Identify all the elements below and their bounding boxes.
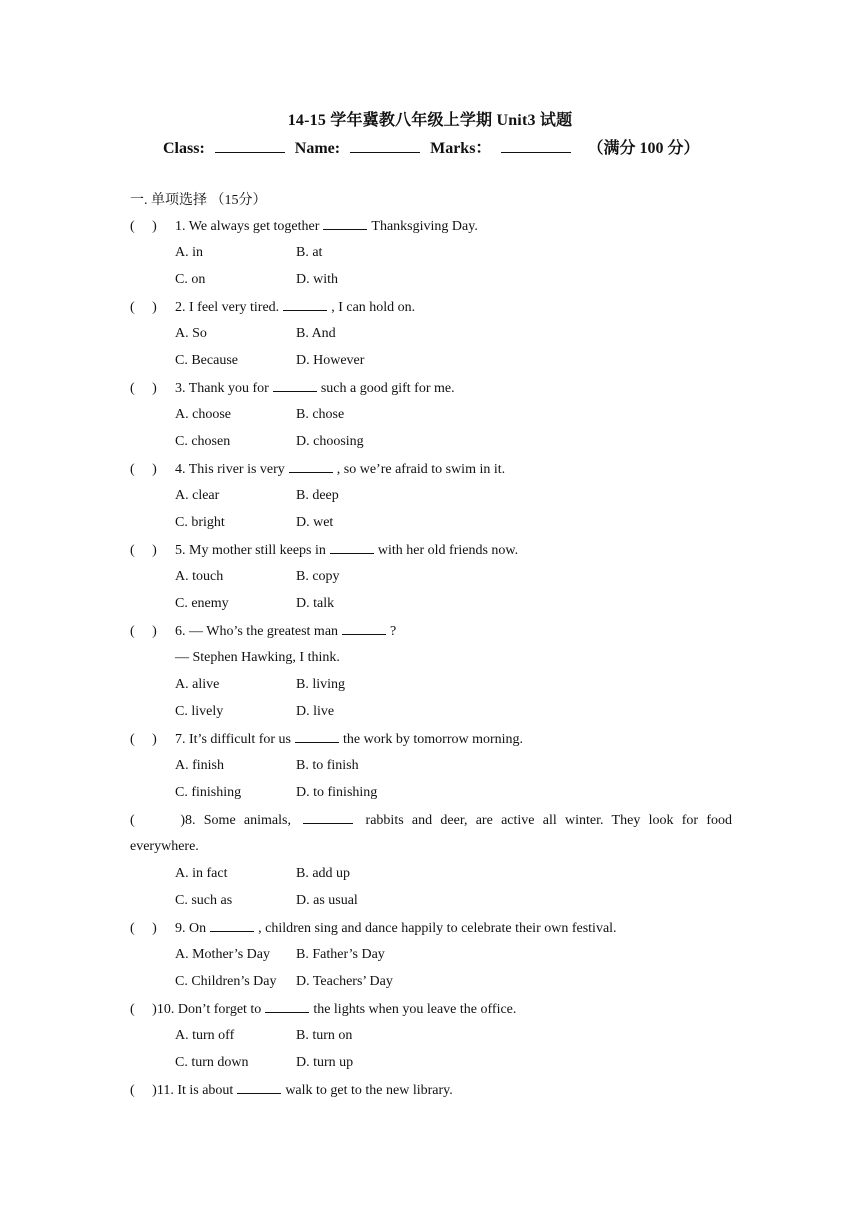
- answer-paren[interactable]: ( ): [130, 732, 157, 747]
- answer-paren[interactable]: ( ): [130, 921, 157, 936]
- question-2: ( ) 2. I feel very tired. , I can hold on.: [130, 297, 732, 324]
- options-1a: A. in B. at: [175, 245, 323, 260]
- answer-paren[interactable]: ( ): [130, 219, 157, 234]
- options-9a: A. Mother’s Day B. Father’s Day: [175, 947, 385, 962]
- answer-paren[interactable]: ( ): [130, 300, 157, 315]
- answer-paren[interactable]: ( ): [130, 543, 157, 558]
- options-7b: C. finishing D. to finishing: [175, 785, 378, 800]
- answer-paren[interactable]: (: [130, 1083, 153, 1098]
- options-8a: A. in fact B. add up: [175, 866, 351, 881]
- options-5a: A. touch B. copy: [175, 569, 340, 584]
- full-score: （满分 100 分）: [587, 140, 700, 157]
- name-blank[interactable]: [350, 138, 420, 153]
- student-info-line: [163, 135, 783, 158]
- options-6b: C. lively D. live: [175, 704, 335, 719]
- options-10b: C. turn down D. turn up: [175, 1055, 354, 1070]
- question-4: ( ) 4. This river is very , so we’re afraid to swim in it.: [130, 459, 732, 486]
- answer-blank: [342, 621, 386, 635]
- options-3b: C. chosen D. choosing: [175, 434, 364, 449]
- question-7: ( ) 7. It’s difficult for us the work by tomorrow morning.: [130, 729, 732, 756]
- answer-paren[interactable]: ( ): [130, 381, 157, 396]
- answer-paren[interactable]: ( ): [130, 462, 157, 477]
- answer-blank: [273, 378, 317, 392]
- question-6: ( ) 6. — Who’s the greatest man ?: [130, 621, 732, 648]
- answer-paren[interactable]: (: [130, 1002, 153, 1017]
- marks-label: Marks：: [430, 140, 492, 157]
- question-10: ( )10. Don’t forget to the lights when you leave the office.: [130, 999, 732, 1026]
- question-8-continuation: everywhere.: [130, 839, 199, 854]
- options-7a: A. finish B. to finish: [175, 758, 359, 773]
- question-9: ( ) 9. On , children sing and dance happily to celebrate their own festival.: [130, 918, 732, 945]
- answer-blank: [289, 459, 333, 473]
- answer-blank: [295, 729, 339, 743]
- answer-blank: [323, 216, 367, 230]
- question-1: ( ) 1. We always get together Thanksgiving Day.: [130, 216, 732, 243]
- options-4a: A. clear B. deep: [175, 488, 339, 503]
- answer-blank: [330, 540, 374, 554]
- answer-blank: [237, 1080, 281, 1094]
- answer-blank: [210, 918, 254, 932]
- answer-paren[interactable]: ( ): [130, 624, 157, 639]
- options-9b: C. Children’s Day D. Teachers’ Day: [175, 974, 393, 989]
- options-2a: A. So B. And: [175, 326, 336, 341]
- options-8b: C. such as D. as usual: [175, 893, 358, 908]
- question-11: ( )11. It is about walk to get to the new library.: [130, 1080, 732, 1107]
- options-1b: C. on D. with: [175, 272, 338, 287]
- question-list: [130, 216, 732, 1107]
- options-3a: A. choose B. chose: [175, 407, 345, 422]
- answer-blank: [303, 810, 353, 824]
- name-label: Name:: [294, 140, 341, 157]
- question-3: ( ) 3. Thank you for such a good gift for me.: [130, 378, 732, 405]
- page-title: 14-15 学年冀教八年级上学期 Unit3 试题: [287, 112, 573, 129]
- class-label: Class:: [163, 140, 205, 157]
- options-6a: A. alive B. living: [175, 677, 346, 692]
- question-8: ( )8. Some animals, rabbits and deer, are active all winter. They look for food: [130, 810, 732, 837]
- answer-blank: [283, 297, 327, 311]
- options-10a: A. turn off B. turn on: [175, 1028, 353, 1043]
- options-2b: C. Because D. However: [175, 353, 365, 368]
- section-title: 一. 单项选择 （15分）: [130, 193, 267, 208]
- class-blank[interactable]: [215, 138, 285, 153]
- question-5: ( ) 5. My mother still keeps in with her old friends now.: [130, 540, 732, 567]
- answer-blank: [265, 999, 309, 1013]
- marks-blank[interactable]: [501, 138, 571, 153]
- options-4b: C. bright D. wet: [175, 515, 334, 530]
- question-6-reply: — Stephen Hawking, I think.: [175, 650, 340, 665]
- answer-paren[interactable]: ( ): [130, 813, 185, 828]
- options-5b: C. enemy D. talk: [175, 596, 335, 611]
